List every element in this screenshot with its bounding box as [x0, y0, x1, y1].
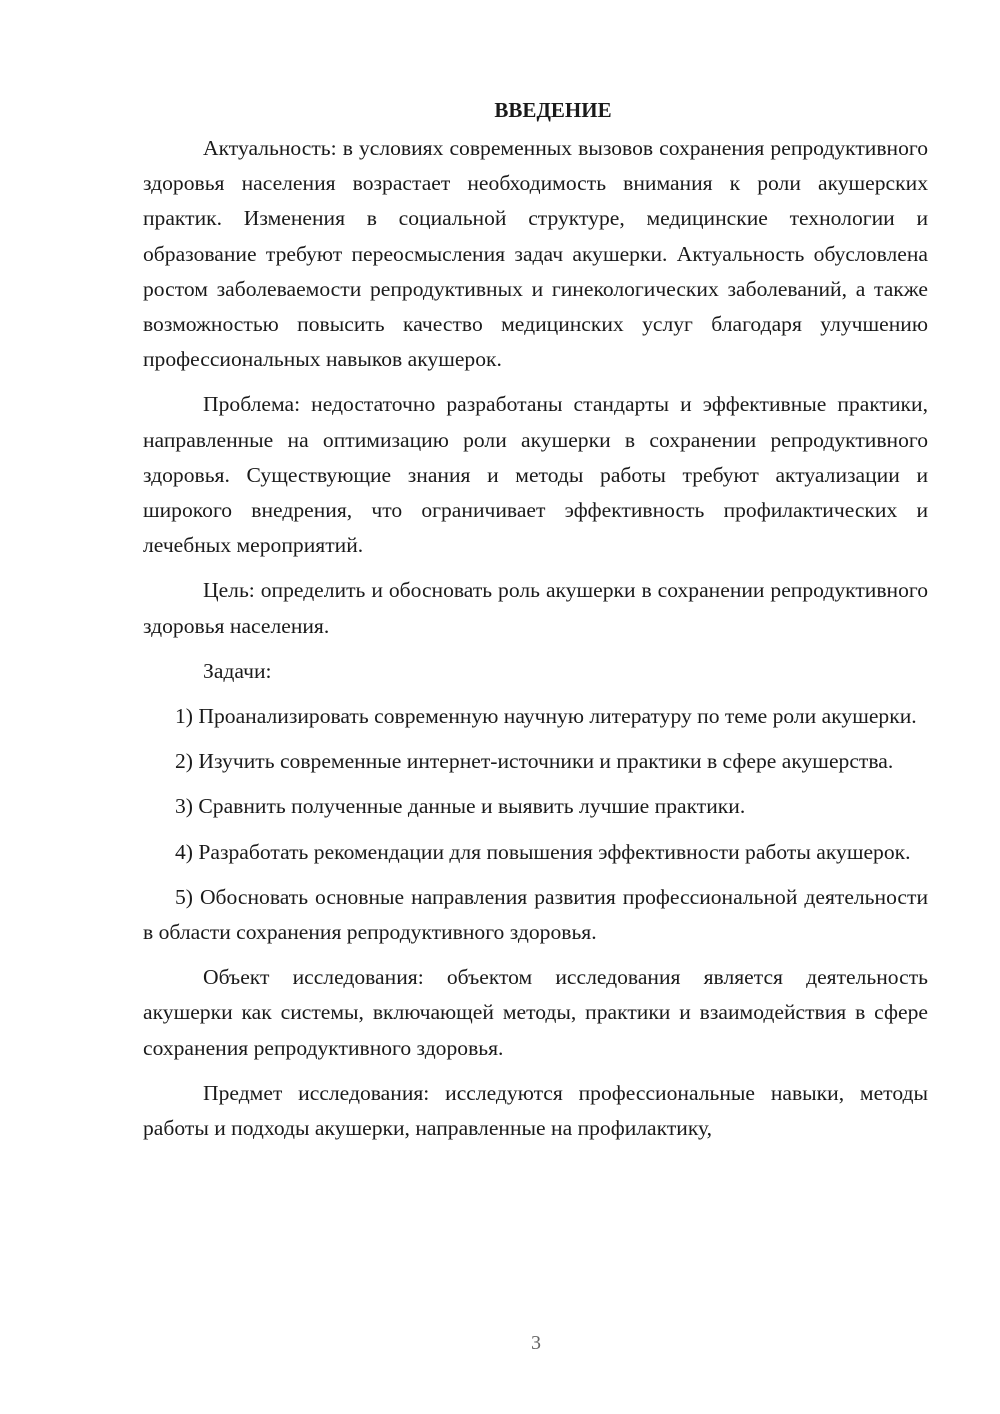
- paragraph-object: Объект исследования: объектом исследования является деятельность акушерки как системы, включающей методы, практики и взаимодействия в сфере сохранения репродуктивного здоровья.: [143, 965, 928, 1060]
- paragraph-subject: Предмет исследования: исследуются профессиональные навыки, методы работы и подходы акушерки, направленные на профилактику,: [143, 1080, 928, 1141]
- page-content: [143, 95, 928, 1156]
- task-item-3: 3) Сравнить полученные данные и выявить лучшие практики.: [175, 794, 746, 819]
- task-item-5: 5) Обосновать основные направления развития профессиональной деятельности в области сохранения репродуктивного здоровья.: [143, 884, 928, 945]
- paragraph-goal: Цель: определить и обосновать роль акушерки в сохранении репродуктивного здоровья населения.: [143, 578, 928, 638]
- paragraph-problem: Проблема: недостаточно разработаны стандарты и эффективные практики, направленные на оптимизацию роли акушерки в сохранении репродуктивного здоровья. Существующие знания и методы работы требуют актуализации и широкого внедрения, что ограничивает эффективность профилактических и лечебных мероприятий.: [143, 392, 928, 558]
- tasks-label: Задачи:: [203, 658, 272, 683]
- task-item-4: 4) Разработать рекомендации для повышения эффективности работы акушерок.: [175, 839, 911, 864]
- paragraph-relevance: Актуальность: в условиях современных вызовов сохранения репродуктивного здоровья населения возрастает необходимость внимания к роли акушерских практик. Изменения в социальной структуре, медицинские технологии и образование требуют переосмысления задач акушерки. Актуальность обусловлена ростом заболеваемости репродуктивных и гинекологических заболеваний, а также возможностью повысить качество медицинских услуг благодаря улучшению профессиональных навыков акушерок.: [143, 136, 928, 372]
- task-item-1: 1) Проанализировать современную научную литературу по теме роли акушерки.: [175, 704, 917, 729]
- page-number: 3: [531, 1332, 541, 1354]
- task-item-2: 2) Изучить современные интернет-источники и практики в сфере акушерства.: [175, 749, 894, 774]
- section-heading: ВВЕДЕНИЕ: [494, 98, 612, 122]
